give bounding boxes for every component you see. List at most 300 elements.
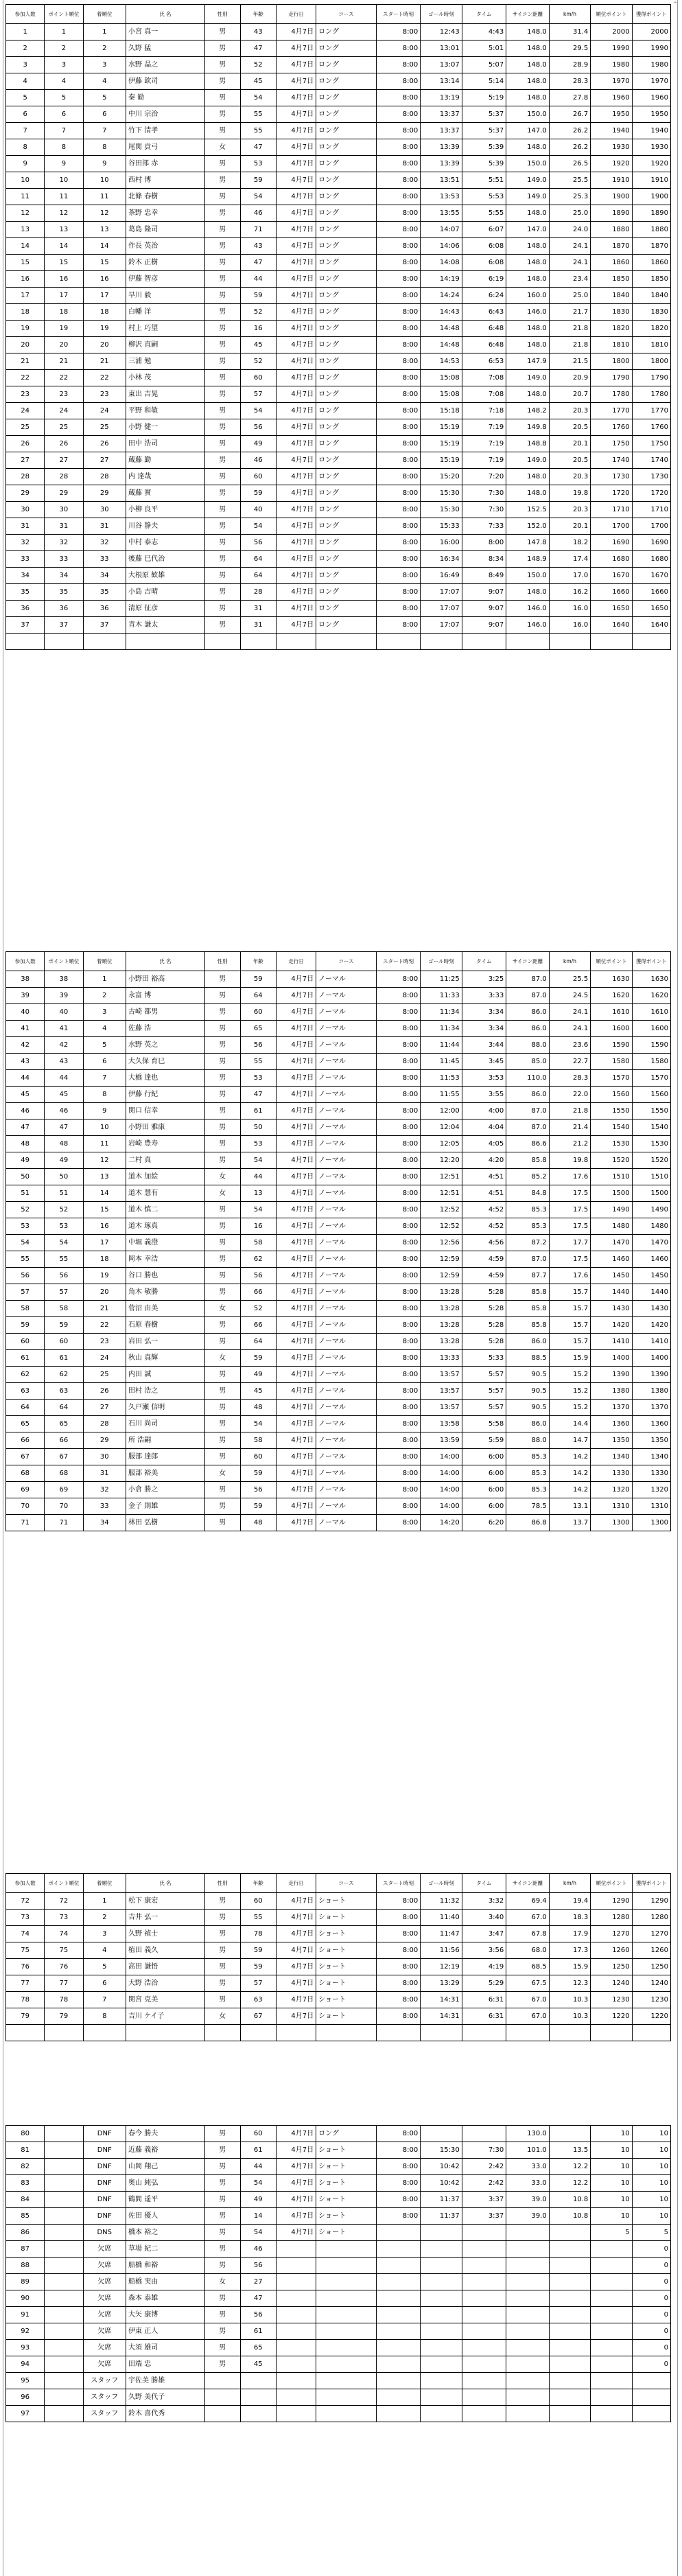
table-cell: 68.5 bbox=[506, 1959, 550, 1975]
table-cell: 4月7日 bbox=[276, 535, 316, 551]
table-cell: 1520 bbox=[632, 1152, 670, 1169]
table-cell: 13 bbox=[45, 222, 83, 238]
table-cell: 久戸瀬 信明 bbox=[126, 1400, 205, 1416]
table-cell: スタッフ bbox=[83, 2406, 126, 2422]
table-row bbox=[6, 1218, 671, 1235]
table-cell: 1840 bbox=[632, 288, 670, 304]
table-cell: 59 bbox=[240, 1498, 276, 1515]
table-cell: 4月7日 bbox=[276, 172, 316, 189]
table-cell: 7:19 bbox=[462, 419, 506, 436]
table-cell: DNS bbox=[83, 2225, 126, 2241]
table-cell: 25.5 bbox=[549, 172, 590, 189]
table-cell: 4:56 bbox=[462, 1235, 506, 1251]
table-cell: 41 bbox=[6, 1021, 45, 1037]
table-cell: 1260 bbox=[632, 1942, 670, 1959]
table-row bbox=[6, 1416, 671, 1432]
table-cell: 86.0 bbox=[506, 1087, 550, 1103]
table-cell: 10 bbox=[632, 2175, 670, 2192]
table-cell: 小宮 真一 bbox=[126, 24, 205, 40]
table-cell: 148.2 bbox=[506, 403, 550, 419]
table-cell bbox=[549, 2373, 590, 2389]
table-cell: 152.5 bbox=[506, 502, 550, 518]
table-cell: 39.0 bbox=[506, 2208, 550, 2225]
table-cell: 4 bbox=[83, 1942, 126, 1959]
table-cell: 29 bbox=[83, 1432, 126, 1449]
table-cell: 85.3 bbox=[506, 1202, 550, 1218]
table-cell: 1620 bbox=[591, 988, 632, 1004]
table-cell: 欠席 bbox=[83, 2258, 126, 2274]
table-cell: ロング bbox=[316, 386, 377, 403]
table-cell bbox=[549, 2241, 590, 2258]
table-cell: 4 bbox=[45, 73, 83, 90]
table-cell: ノーマル bbox=[316, 1251, 377, 1268]
table-cell: 8:00 bbox=[376, 1070, 421, 1087]
table-cell bbox=[45, 2175, 83, 2192]
table-row bbox=[6, 1383, 671, 1400]
table-cell: 4:52 bbox=[462, 1202, 506, 1218]
table-cell: 1940 bbox=[591, 123, 632, 139]
table-cell: 20.3 bbox=[549, 469, 590, 485]
table-cell: 1290 bbox=[632, 1893, 670, 1910]
table-cell: 1580 bbox=[591, 1054, 632, 1070]
table-row bbox=[6, 1119, 671, 1136]
table-cell: 6:00 bbox=[462, 1482, 506, 1498]
table-cell bbox=[45, 2225, 83, 2241]
table-cell: DNF bbox=[83, 2126, 126, 2142]
table-cell: 11:45 bbox=[421, 1054, 462, 1070]
table-cell: 6 bbox=[83, 106, 126, 123]
table-cell: 1300 bbox=[632, 1515, 670, 1531]
table-cell: 1560 bbox=[591, 1087, 632, 1103]
table-cell: 12 bbox=[83, 205, 126, 222]
table-cell: 男 bbox=[204, 123, 240, 139]
table-cell: 29.5 bbox=[549, 40, 590, 57]
table-cell: 54 bbox=[240, 2225, 276, 2241]
table-cell: 1310 bbox=[632, 1498, 670, 1515]
table-cell: 23 bbox=[83, 1334, 126, 1350]
table-cell: 4月7日 bbox=[276, 584, 316, 601]
table-cell: 33 bbox=[83, 551, 126, 568]
blank-cell bbox=[83, 2025, 126, 2041]
table-cell: 1410 bbox=[632, 1334, 670, 1350]
table-cell: 1840 bbox=[591, 288, 632, 304]
table-cell bbox=[421, 2225, 462, 2241]
table-cell: 9 bbox=[83, 156, 126, 172]
table-cell: 27 bbox=[45, 452, 83, 469]
table-cell: 8:00 bbox=[462, 535, 506, 551]
table-cell: 1500 bbox=[591, 1185, 632, 1202]
table-cell: 15.7 bbox=[549, 1317, 590, 1334]
table-cell: 25.0 bbox=[549, 288, 590, 304]
table-cell: 吉川 ケイ子 bbox=[126, 2008, 205, 2025]
table-cell: 1330 bbox=[632, 1465, 670, 1482]
table-cell: 8:00 bbox=[376, 321, 421, 337]
table-cell: 59 bbox=[240, 1465, 276, 1482]
table-cell: 13:29 bbox=[421, 1975, 462, 1992]
table-cell: 71 bbox=[6, 1515, 45, 1531]
table-cell bbox=[421, 2307, 462, 2323]
table-cell: 吉井 弘一 bbox=[126, 1910, 205, 1926]
table-cell bbox=[421, 2406, 462, 2422]
table-cell: 4:04 bbox=[462, 1119, 506, 1136]
table-cell: 4月7日 bbox=[276, 1432, 316, 1449]
table-cell: 10 bbox=[591, 2142, 632, 2159]
table-cell: 16.0 bbox=[549, 601, 590, 617]
table-row bbox=[6, 386, 671, 403]
table-cell: 1960 bbox=[591, 90, 632, 106]
table-cell: 1900 bbox=[591, 189, 632, 205]
table-cell: 10 bbox=[632, 2208, 670, 2225]
table-cell: 47 bbox=[240, 255, 276, 271]
table-cell: 8:00 bbox=[376, 40, 421, 57]
table-cell: 1520 bbox=[591, 1152, 632, 1169]
table-cell: 60 bbox=[240, 2126, 276, 2142]
table-cell: 蔵藤 勤 bbox=[126, 452, 205, 469]
table-cell: 47 bbox=[6, 1119, 45, 1136]
table-cell: 5 bbox=[591, 2225, 632, 2241]
table-cell: 54 bbox=[6, 1235, 45, 1251]
table-cell: 13:57 bbox=[421, 1400, 462, 1416]
table-cell: 所 浩嗣 bbox=[126, 1432, 205, 1449]
table-cell bbox=[376, 2290, 421, 2307]
table-cell: 13.5 bbox=[549, 2142, 590, 2159]
table-cell: 7:08 bbox=[462, 370, 506, 386]
table-row bbox=[6, 971, 671, 988]
table-cell: 69.4 bbox=[506, 1893, 550, 1910]
table-cell: 91 bbox=[6, 2307, 45, 2323]
table-cell: 42 bbox=[6, 1037, 45, 1054]
table-cell: 52 bbox=[240, 1301, 276, 1317]
table-cell: 58 bbox=[240, 1235, 276, 1251]
table-cell: 男 bbox=[204, 1400, 240, 1416]
table-cell bbox=[276, 2241, 316, 2258]
table-cell: 10 bbox=[591, 2159, 632, 2175]
table-cell: 148.9 bbox=[506, 551, 550, 568]
table-cell: 4 bbox=[83, 73, 126, 90]
table-cell: 55 bbox=[6, 1251, 45, 1268]
table-cell: 17 bbox=[45, 288, 83, 304]
table-cell: 1490 bbox=[632, 1202, 670, 1218]
table-cell bbox=[506, 2241, 550, 2258]
table-cell: 8:00 bbox=[376, 502, 421, 518]
table-cell: ショート bbox=[316, 1942, 377, 1959]
table-cell: 岩田 弘一 bbox=[126, 1334, 205, 1350]
table-cell: 5:51 bbox=[462, 172, 506, 189]
table-cell: 4月7日 bbox=[276, 1070, 316, 1087]
table-cell bbox=[462, 2307, 506, 2323]
table-cell: 52 bbox=[240, 304, 276, 321]
table-cell: 21.7 bbox=[549, 304, 590, 321]
table-cell: 4月7日 bbox=[276, 337, 316, 353]
table-cell: 59 bbox=[240, 971, 276, 988]
blank-cell bbox=[6, 634, 45, 650]
column-header: 参加人数 bbox=[6, 5, 45, 24]
table-header-row bbox=[6, 952, 671, 971]
table-cell: ロング bbox=[316, 353, 377, 370]
table-cell: 26.7 bbox=[549, 106, 590, 123]
table-cell: 1630 bbox=[591, 971, 632, 988]
table-cell: 4月7日 bbox=[276, 1482, 316, 1498]
table-cell: 男 bbox=[204, 2356, 240, 2373]
table-cell: 22 bbox=[83, 370, 126, 386]
scroll-up-icon[interactable]: ⌃ bbox=[672, 1, 678, 8]
table-cell bbox=[45, 2307, 83, 2323]
table-cell: 8:00 bbox=[376, 370, 421, 386]
table-cell: 女 bbox=[204, 1301, 240, 1317]
table-cell: 8:00 bbox=[376, 1992, 421, 2008]
table-cell: 10 bbox=[632, 2192, 670, 2208]
table-cell: 男 bbox=[204, 988, 240, 1004]
table-cell: 1320 bbox=[632, 1482, 670, 1498]
table-row bbox=[6, 568, 671, 584]
table-cell bbox=[45, 2340, 83, 2356]
table-cell: 宇佐美 勝雄 bbox=[126, 2373, 205, 2389]
column-header: コース bbox=[316, 5, 377, 24]
table-row bbox=[6, 1070, 671, 1087]
table-cell: 男 bbox=[204, 485, 240, 502]
table-cell: 149.8 bbox=[506, 419, 550, 436]
table-cell: 川谷 静夫 bbox=[126, 518, 205, 535]
table-cell: 1970 bbox=[632, 73, 670, 90]
table-cell: 7:30 bbox=[462, 502, 506, 518]
table-cell: 17.5 bbox=[549, 1202, 590, 1218]
table-row bbox=[6, 1301, 671, 1317]
table-cell: 32 bbox=[6, 535, 45, 551]
table-cell: 75 bbox=[45, 1942, 83, 1959]
table-cell: ノーマル bbox=[316, 1383, 377, 1400]
table-cell: 67.8 bbox=[506, 1926, 550, 1942]
table-cell: 北條 春樹 bbox=[126, 189, 205, 205]
table-cell: 1510 bbox=[591, 1169, 632, 1185]
table-cell bbox=[45, 2323, 83, 2340]
table-cell: 8:00 bbox=[376, 584, 421, 601]
table-cell: 4:20 bbox=[462, 1152, 506, 1169]
blank-cell bbox=[421, 634, 462, 650]
table-cell: 16:49 bbox=[421, 568, 462, 584]
table-cell: ノーマル bbox=[316, 1119, 377, 1136]
table-cell: 14.7 bbox=[549, 1432, 590, 1449]
table-cell: 1760 bbox=[591, 419, 632, 436]
table-cell: 男 bbox=[204, 1975, 240, 1992]
table-cell bbox=[506, 2389, 550, 2406]
table-cell: 8:00 bbox=[376, 1383, 421, 1400]
table-cell: 35 bbox=[83, 584, 126, 601]
table-cell: 男 bbox=[204, 1218, 240, 1235]
table-cell: 1660 bbox=[632, 584, 670, 601]
table-cell: 4月7日 bbox=[276, 1893, 316, 1910]
table-cell: 17:07 bbox=[421, 601, 462, 617]
table-row bbox=[6, 255, 671, 271]
table-cell: 1790 bbox=[591, 370, 632, 386]
column-header: 獲得ポイント bbox=[632, 1874, 670, 1893]
table-cell: 4月7日 bbox=[276, 601, 316, 617]
column-header: 参加人数 bbox=[6, 952, 45, 971]
table-row bbox=[6, 2290, 671, 2307]
table-cell: 4月7日 bbox=[276, 1037, 316, 1054]
table-cell: 14:24 bbox=[421, 288, 462, 304]
table-cell: 8:00 bbox=[376, 1021, 421, 1037]
table-cell: 8 bbox=[83, 139, 126, 156]
table-cell: 5:37 bbox=[462, 106, 506, 123]
table-cell: 21.2 bbox=[549, 1136, 590, 1152]
table-cell: 田中 浩司 bbox=[126, 436, 205, 452]
table-cell: 59 bbox=[6, 1317, 45, 1334]
table-cell: 男 bbox=[204, 321, 240, 337]
table-cell: 森本 泰雄 bbox=[126, 2290, 205, 2307]
table-cell: 3:37 bbox=[462, 2192, 506, 2208]
results-table bbox=[5, 1873, 671, 2041]
table-cell: 15.7 bbox=[549, 1334, 590, 1350]
table-cell: 149.0 bbox=[506, 370, 550, 386]
table-cell: 30 bbox=[83, 1449, 126, 1465]
table-cell: 8:00 bbox=[376, 1975, 421, 1992]
table-cell: 20 bbox=[83, 1284, 126, 1301]
table-cell: 4月7日 bbox=[276, 1515, 316, 1531]
table-row bbox=[6, 1400, 671, 1416]
table-cell: 1750 bbox=[632, 436, 670, 452]
table-cell: 22 bbox=[45, 370, 83, 386]
table-cell: 1280 bbox=[591, 1910, 632, 1926]
table-cell: 15.2 bbox=[549, 1400, 590, 1416]
table-cell: 56 bbox=[240, 1268, 276, 1284]
table-cell: 男 bbox=[204, 1367, 240, 1383]
table-cell: 男 bbox=[204, 2290, 240, 2307]
table-cell: 男 bbox=[204, 1959, 240, 1975]
table-cell: 34 bbox=[83, 568, 126, 584]
table-cell: 男 bbox=[204, 1235, 240, 1251]
table-cell: 1750 bbox=[591, 436, 632, 452]
table-cell: 1920 bbox=[591, 156, 632, 172]
table-cell bbox=[591, 2290, 632, 2307]
table-cell: 欠席 bbox=[83, 2274, 126, 2290]
table-cell: 54 bbox=[240, 1152, 276, 1169]
table-cell bbox=[316, 2307, 377, 2323]
table-cell: 60 bbox=[240, 1004, 276, 1021]
table-cell: 19.4 bbox=[549, 1893, 590, 1910]
table-cell: 14.4 bbox=[549, 1416, 590, 1432]
table-cell: 67 bbox=[6, 1449, 45, 1465]
table-cell: 平野 和敏 bbox=[126, 403, 205, 419]
table-cell: ノーマル bbox=[316, 1367, 377, 1383]
blank-cell bbox=[126, 634, 205, 650]
table-cell: 男 bbox=[204, 222, 240, 238]
table-row bbox=[6, 2340, 671, 2356]
table-cell: 男 bbox=[204, 1268, 240, 1284]
table-cell: 33.0 bbox=[506, 2175, 550, 2192]
column-header: サイコン距離 bbox=[506, 5, 550, 24]
table-cell: 55 bbox=[240, 106, 276, 123]
table-cell: 8:00 bbox=[376, 1235, 421, 1251]
table-cell: 67.0 bbox=[506, 1992, 550, 2008]
table-cell: 63 bbox=[45, 1383, 83, 1400]
table-cell: 77 bbox=[45, 1975, 83, 1992]
table-cell: 鶴間 遥平 bbox=[126, 2192, 205, 2208]
table-cell: 7 bbox=[83, 123, 126, 139]
table-cell: 66 bbox=[45, 1432, 83, 1449]
table-cell: 23 bbox=[45, 386, 83, 403]
table-cell: 16 bbox=[6, 271, 45, 288]
table-cell: 10 bbox=[632, 2126, 670, 2142]
table-cell bbox=[506, 2356, 550, 2373]
table-cell: 1430 bbox=[632, 1301, 670, 1317]
table-cell bbox=[506, 2290, 550, 2307]
table-cell: 21 bbox=[83, 353, 126, 370]
table-cell: 1620 bbox=[632, 988, 670, 1004]
table-cell: 110.0 bbox=[506, 1070, 550, 1087]
table-cell: 男 bbox=[204, 469, 240, 485]
table-cell: 7:08 bbox=[462, 386, 506, 403]
table-cell: 4:51 bbox=[462, 1185, 506, 1202]
table-cell: 男 bbox=[204, 1202, 240, 1218]
table-cell: 4月7日 bbox=[276, 57, 316, 73]
table-cell: 22 bbox=[6, 370, 45, 386]
table-cell: 27 bbox=[6, 452, 45, 469]
table-cell: 8:00 bbox=[376, 1465, 421, 1482]
table-cell: 58 bbox=[6, 1301, 45, 1317]
table-row bbox=[6, 1202, 671, 1218]
table-cell: 8:00 bbox=[376, 1037, 421, 1054]
table-cell: 18 bbox=[83, 1251, 126, 1268]
table-cell: 男 bbox=[204, 1515, 240, 1531]
table-cell: 1400 bbox=[591, 1350, 632, 1367]
table-cell: 60 bbox=[240, 370, 276, 386]
table-cell: 14:08 bbox=[421, 255, 462, 271]
table-cell: 47 bbox=[240, 40, 276, 57]
table-cell: 78.5 bbox=[506, 1498, 550, 1515]
table-cell: 4月7日 bbox=[276, 370, 316, 386]
table-cell: 谷田部 赤 bbox=[126, 156, 205, 172]
table-cell: ノーマル bbox=[316, 988, 377, 1004]
table-cell: 8:00 bbox=[376, 1416, 421, 1432]
table-cell: 1580 bbox=[632, 1054, 670, 1070]
table-row bbox=[6, 1515, 671, 1531]
table-cell: 関口 信幸 bbox=[126, 1103, 205, 1119]
table-cell: 7:19 bbox=[462, 452, 506, 469]
table-cell: 9 bbox=[45, 156, 83, 172]
table-cell: 17.7 bbox=[549, 1235, 590, 1251]
table-cell: 13:28 bbox=[421, 1334, 462, 1350]
table-cell: 14 bbox=[6, 238, 45, 255]
table-row bbox=[6, 2208, 671, 2225]
table-cell: 1740 bbox=[632, 452, 670, 469]
table-cell: 64 bbox=[45, 1400, 83, 1416]
table-cell: 男 bbox=[204, 1119, 240, 1136]
table-cell: ノーマル bbox=[316, 1432, 377, 1449]
table-cell: 10:42 bbox=[421, 2159, 462, 2175]
table-cell: 8:00 bbox=[376, 1400, 421, 1416]
table-cell: 19 bbox=[83, 1268, 126, 1284]
column-header: 氏 名 bbox=[126, 1874, 205, 1893]
table-cell: 6:48 bbox=[462, 321, 506, 337]
table-cell: 5:59 bbox=[462, 1432, 506, 1449]
table-cell bbox=[45, 2356, 83, 2373]
table-cell: 1820 bbox=[591, 321, 632, 337]
table-cell: 48 bbox=[240, 1515, 276, 1531]
table-cell: ショート bbox=[316, 2192, 377, 2208]
table-cell: 1890 bbox=[591, 205, 632, 222]
table-cell bbox=[462, 2340, 506, 2356]
table-cell: 8:00 bbox=[376, 1169, 421, 1185]
table-cell: 15:30 bbox=[421, 2142, 462, 2159]
table-cell bbox=[549, 2258, 590, 2274]
table-cell: ノーマル bbox=[316, 1465, 377, 1482]
table-cell: 東出 吉晃 bbox=[126, 386, 205, 403]
table-cell bbox=[316, 2389, 377, 2406]
table-cell bbox=[316, 2406, 377, 2422]
table-cell: 鈴木 喜代秀 bbox=[126, 2406, 205, 2422]
table-cell: 13:53 bbox=[421, 189, 462, 205]
table-cell: 93 bbox=[6, 2340, 45, 2356]
